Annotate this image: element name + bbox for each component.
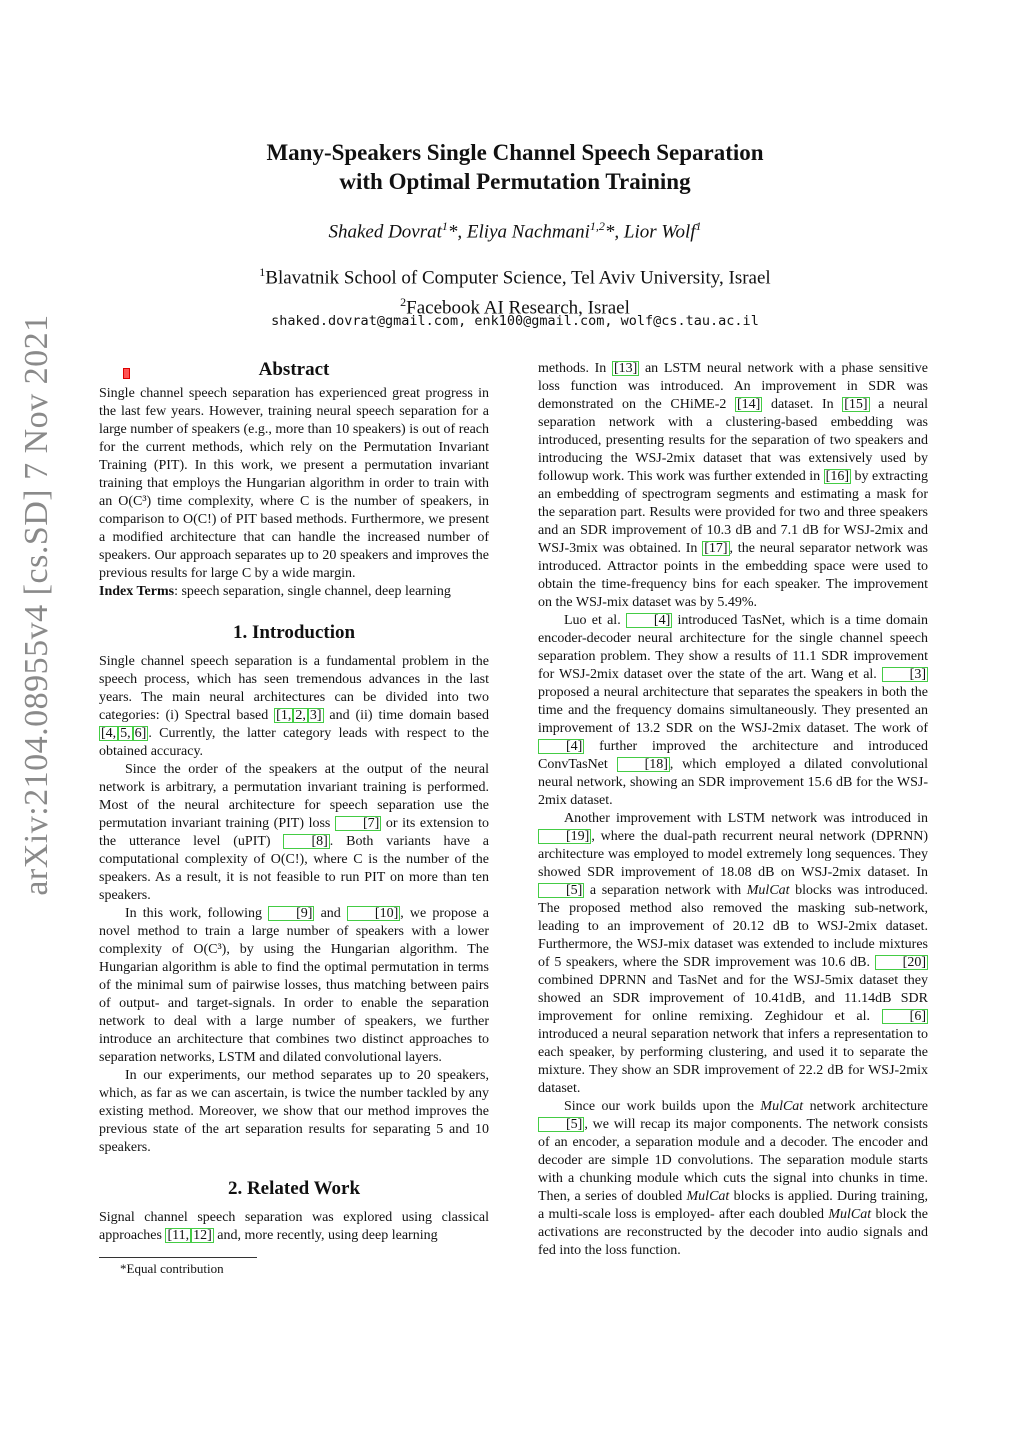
- citation-link[interactable]: [9]: [268, 906, 314, 921]
- section-2-heading: 2. Related Work: [227, 1178, 361, 1199]
- title-line-1: Many-Speakers Single Channel Speech Separation: [266, 140, 764, 165]
- intro-paragraph-1: [99, 653, 489, 761]
- text-run: a neural separation network with a clustering-based embedding was introduced, presenting results for the separation of two speakers and introducing the WSJ-2mix dataset that was extensively used by followup work. This work was further extended in: [538, 397, 928, 484]
- left-column: [99, 358, 489, 1245]
- arxiv-sidebar-stamp: [2, 160, 72, 1050]
- author-1-affil: 1: [441, 219, 448, 233]
- text-run: a separation network with: [584, 883, 747, 898]
- author-1: Shaked Dovrat: [328, 221, 442, 243]
- title-line-2: with Optimal Permutation Training: [339, 169, 691, 194]
- affiliation-2-sup: 2: [400, 295, 407, 310]
- citation-link[interactable]: [16]: [825, 469, 849, 484]
- index-terms-text: : speech separation, single channel, deep learning: [174, 584, 451, 599]
- author-2: Eliya Nachmani: [466, 221, 590, 243]
- text-run: . Currently, the latter category leads with respect to the obtained accuracy.: [99, 726, 489, 759]
- text-run: . Both variants have a computational complexity of O(C!), where C is the number of the speakers. As a result, it is not feasible to run PIT on more than ten speakers.: [99, 834, 490, 903]
- citation-link[interactable]: [5]: [538, 1117, 584, 1132]
- text-run: and: [314, 906, 347, 921]
- citation-link[interactable]: [3]: [882, 667, 928, 682]
- citation-link[interactable]: [1,: [276, 708, 292, 723]
- text-run: Luo et al.: [564, 613, 626, 628]
- affiliation-1-sup: 1: [259, 265, 266, 279]
- citation-link[interactable]: [19]: [538, 829, 591, 844]
- text-run: Another improvement with LSTM network was introduced in: [564, 811, 928, 826]
- text-run: dataset. In: [762, 397, 843, 412]
- text-run: Since our work builds upon the: [564, 1099, 761, 1114]
- author-3-affil: 1: [695, 219, 702, 233]
- footnote-rule: [99, 1257, 257, 1258]
- citation-link[interactable]: [7]: [335, 816, 381, 831]
- math-term: MulCat: [686, 1189, 730, 1204]
- paper-title: [100, 138, 930, 196]
- text-run: , which employed a dilated convolutional neural network, showing an SDR improvement 15.6 dB for the WSJ-2mix dataset.: [538, 757, 929, 808]
- text-run: network architecture: [803, 1099, 928, 1114]
- citation-link[interactable]: [14]: [737, 397, 761, 412]
- index-terms-label: Index Terms: [99, 584, 175, 599]
- text-run: and (ii) time domain based: [323, 708, 490, 723]
- text-run: , we will recap its major components. The network consists of an encoder, a separation module and a decoder. The encoder and decoder are simple 1D convolutions. The separation module starts with a chunking module which cuts the signal into chunks in time. Then, a series of doubled: [538, 1117, 928, 1204]
- text-run: , the neural separator network was introduced. Attractor points in the embedding space were used to obtain the time-frequency bins for each speaker. The improvement on the WSJ-mix dataset was by 5.49%.: [538, 541, 928, 610]
- related-paragraph-3: [538, 810, 928, 1098]
- author-1-mark: *,: [447, 221, 467, 243]
- citation-link[interactable]: [13]: [613, 361, 638, 376]
- citation-link[interactable]: [17]: [704, 541, 728, 556]
- citation-link[interactable]: [4]: [626, 613, 672, 628]
- related-paragraph-1: [99, 1209, 489, 1245]
- author-2-mark: *,: [604, 221, 624, 243]
- arxiv-id: arXiv:2104.08955v4 [cs.SD] 7 Nov 2021: [18, 314, 55, 896]
- text-run: further improved the architecture and introduced ConvTasNet: [538, 739, 928, 772]
- intro-paragraph-2: [99, 761, 489, 905]
- text-run: by extracting an embedding of spectrogram segments and estimating a mask for the separation part. Results were provided for two and three speakers and an SDR improvement of 10.3 dB and 7.1 dB for WSJ-2mix and WSJ-3mix was obtained. In: [538, 469, 928, 556]
- intro-paragraph-3: [99, 905, 489, 1067]
- text-run: Single channel speech separation is a fundamental problem in the speech process, which has seen tremendous advances in the last years. The main neural architectures can be divided into two categories: (i) Spectral based: [99, 654, 489, 723]
- text-run: block the activations are reconstructed by the decoder into audio signals and fed into the loss function.: [538, 1207, 928, 1258]
- text-run: , where the dual-path recurrent neural network (DPRNN) architecture was employed to model extremely long sequences. They showed SDR improvement of 18.08 dB on WSJ-2mix dataset. In: [538, 829, 928, 880]
- citation-link[interactable]: [11,: [167, 1228, 190, 1243]
- citation-link[interactable]: [18]: [617, 757, 670, 772]
- citation-link[interactable]: [15]: [844, 397, 868, 412]
- text-run: introduced TasNet, which is a time domain encoder-decoder neural architecture for the single channel speech separation problem. They show a results of 11.1 SDR improvement for WSJ-2mix dataset over the state of the art. Wang et al.: [538, 613, 928, 682]
- math-term: MulCat: [746, 883, 790, 898]
- related-paragraph-2: [538, 612, 928, 810]
- footnote: *Equal contribution: [120, 1261, 224, 1276]
- text-run: and, more recently, using deep learning: [213, 1228, 438, 1243]
- affiliation-2-text: Facebook AI Research, Israel: [406, 297, 630, 319]
- author-2-affil: 1,2: [589, 219, 605, 233]
- citation-link[interactable]: [20]: [875, 955, 928, 970]
- citation-link[interactable]: [10]: [347, 906, 400, 921]
- citation-link[interactable]: [5]: [538, 883, 584, 898]
- affiliations: [100, 260, 930, 321]
- citation-link[interactable]: 6]: [134, 726, 147, 741]
- affiliation-1-text: Blavatnik School of Computer Science, Tel Aviv University, Israel: [265, 267, 771, 289]
- intro-paragraph-4: In our experiments, our method separates up to 20 speakers, which, as far as we can ascertain, is twice the number tackled by any existing method. Moreover, we show that our method improves the previous state of the art separation results for separating 5 and 10 speakers.: [99, 1068, 489, 1155]
- author-emails: shaked.dovrat@gmail.com, enk100@gmail.com, wolf@cs.tau.ac.il: [271, 313, 759, 329]
- text-run: introduced a neural separation network that infers a representation to each speaker, by performing clustering, and used it to separate the mixture. They show an SDR improvement of 22.2 dB for WSJ-2mix dataset.: [538, 1027, 928, 1096]
- citation-link[interactable]: 5,: [120, 726, 131, 741]
- text-run: combined DPRNN and TasNet and for the WSJ-5mix dataset they showed an SDR improvement of 10.41dB, and 11.14dB SDR improvement for online remixing. Zeghidour et al.: [538, 973, 928, 1024]
- related-paragraph-1-continued: [538, 360, 928, 612]
- text-run: methods. In: [538, 361, 612, 376]
- citation-link[interactable]: 3]: [309, 708, 322, 723]
- math-term: MulCat: [760, 1099, 804, 1114]
- right-column: [538, 360, 928, 1260]
- author-list: [100, 219, 930, 243]
- section-1-heading: 1. Introduction: [232, 622, 356, 643]
- text-run: In this work, following: [125, 906, 269, 921]
- citation-link[interactable]: 2,: [295, 708, 306, 723]
- text-run: proposed a neural architecture that separates the speakers in both the time and the frequency domains simultaneously. They presented an improvement of 13.2 SDR on the WSJ-2mix dataset. The work of: [538, 685, 928, 736]
- text-run: blocks is applied. During training, a multi-scale loss is employed- after each doubled: [538, 1189, 928, 1222]
- text-run: , we propose a novel method to train a large number of speakers with a lower complexity of O(C³), by using the Hungarian algorithm. The Hungarian algorithm is able to find the optimal permutation in terms of the minimal sum of pairwise losses, thus matching between pairs of output- and target-signals. In order to enable the separation network to deal with a large number of speakers, we further introduce an architecture that combines two distinct approaches to separation networks, LSTM and dilated convolutional layers.: [99, 906, 489, 1065]
- math-term: MulCat: [828, 1207, 872, 1222]
- affiliation-1: [100, 260, 930, 290]
- citation-link[interactable]: [8]: [283, 834, 329, 849]
- abstract-heading: Abstract: [258, 359, 330, 380]
- citation-link[interactable]: [6]: [882, 1009, 928, 1024]
- text-run: an LSTM neural network with a phase sensitive loss function was introduced. An improvement in SDR was demonstrated on the CHiME-2: [538, 361, 928, 412]
- text-run: Since the order of the speakers at the output of the neural network is arbitrary, a permutation invariant training is performed. Most of the neural architecture for speech separation use the permutation invariant training (PIT) loss: [99, 762, 489, 831]
- citation-link[interactable]: [4,: [101, 726, 117, 741]
- author-3: Lior Wolf: [623, 221, 696, 243]
- citation-link[interactable]: 12]: [193, 1228, 212, 1243]
- text-run: Signal channel speech separation was explored using classical approaches: [99, 1210, 489, 1243]
- index-terms: [99, 583, 489, 601]
- text-run: or its extension to the utterance level (uPIT): [99, 816, 489, 849]
- abstract-text: Single channel speech separation has experienced great progress in the last few years. However, training neural speech separation for a large number of speakers (e.g., more than 10 speakers) is out of reach for the current methods, which rely on the Permutation Invariant Training (PIT). In this work, we present a permutation invariant training that employs the Hungarian algorithm in order to train with an O(C³) time complexity, where C is the number of speakers, in comparison to O(C!) of PIT based methods. Furthermore, we present a modified architecture that can handle the increased number of speakers. Our approach separates up to 20 speakers and improves the previous results for large C by a wide margin.: [99, 386, 489, 581]
- text-run: blocks was introduced. The proposed method also removed the masking sub-network, leading to an improvement of 20.12 dB to WSJ-2mix dataset. Furthermore, the WSJ-mix dataset was extended to include mixtures of 5 speakers, where the SDR improvement was 10.6 dB.: [538, 883, 928, 970]
- citation-link[interactable]: [4]: [538, 739, 584, 754]
- related-paragraph-4: [538, 1098, 928, 1260]
